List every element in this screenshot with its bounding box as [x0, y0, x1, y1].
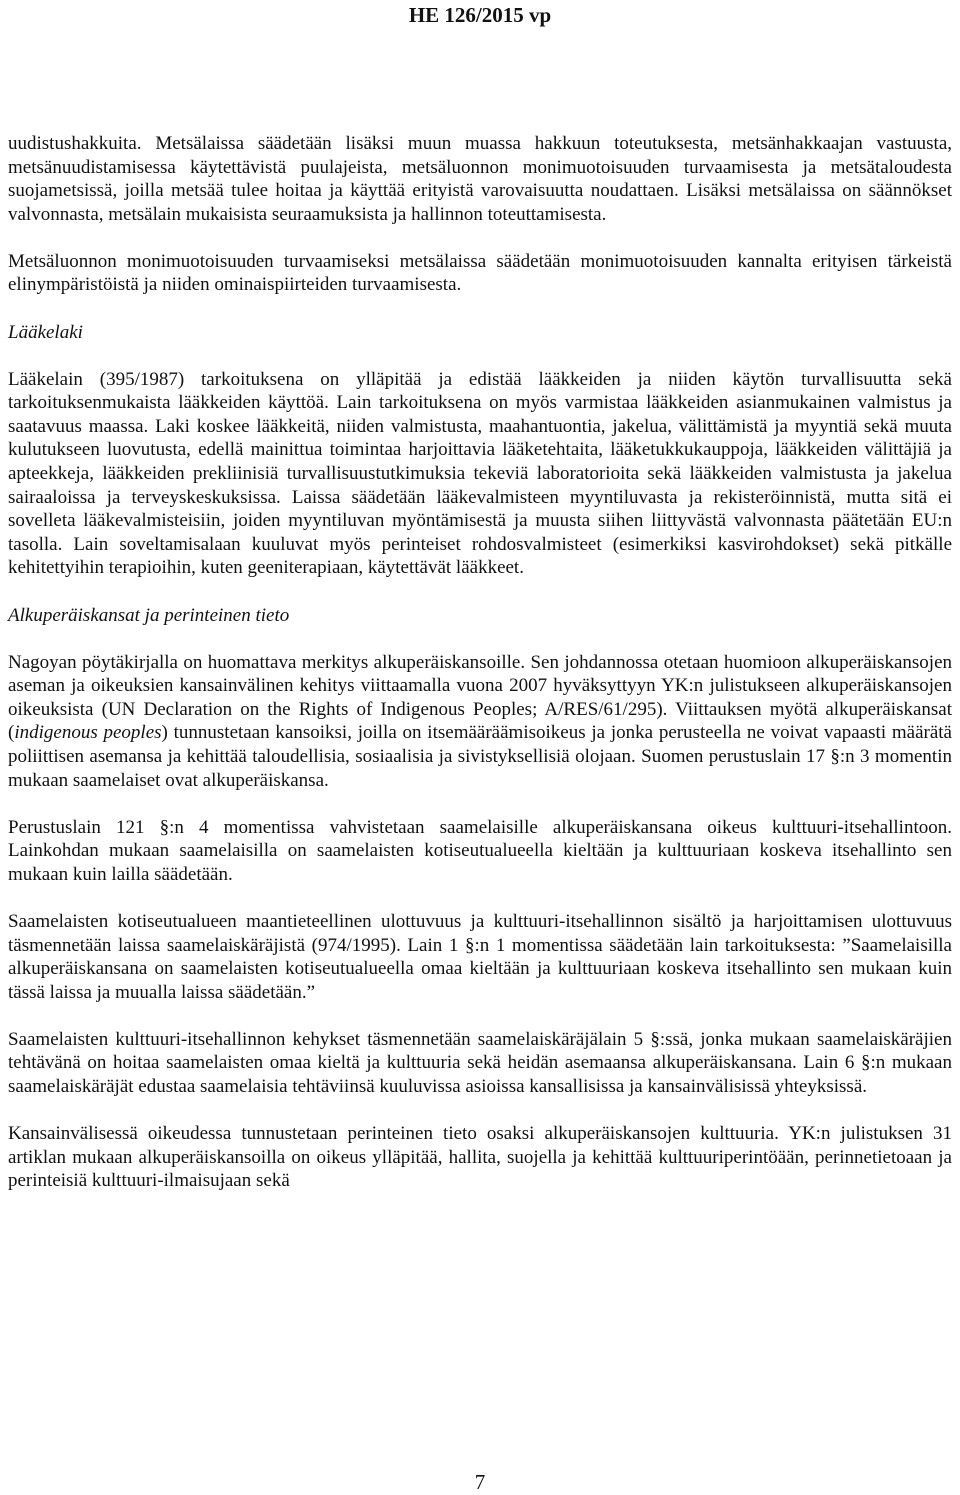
paragraph-international-law: Kansainvälisessä oikeudessa tunnustetaan perinteinen tieto osaksi alkuperäiskansojen kulttuuria. YK:n julistuksen 31 artiklan mukaan alkuperäiskansoilla on oikeus ylläpitää, hallita, suojella ja kehittää kulttuuriperintöään, perinnetietoaan ja perinteisiä kulttuuri-ilmaisujaan sekä	[8, 1123, 952, 1192]
paragraph-nagoya-italic-term: indigenous peoples	[14, 722, 162, 744]
document-header: HE 126/2015 vp	[408, 3, 552, 27]
paragraph-sami-parliament-act: Saamelaisten kotiseutualueen maantieteellinen ulottuvuus ja kulttuuri-itsehallinnon sisältö ja harjoittamisen ulottuvuus täsmennetään laissa saamelaiskäräjistä (974/1995). Lain 1 §:n 1 momentissa säädetään lain tarkoituksesta: ”Saamelaisilla alkuperäiskansana on saamelaisten kotiseutualueella omaa kieltään ja kulttuuriaan koskeva itsehallinto sen mukaan kuin tässä laissa ja muualla laissa säädetään.”	[8, 910, 952, 1003]
section-heading-indigenous-knowledge: Alkuperäiskansat ja perinteinen tieto	[8, 604, 290, 626]
paragraph-nagoya-text-after: ) tunnustetaan kansoiksi, joilla on itsemääräämisoikeus ja jonka perusteella ne voivat vapaasti määrätä poliittisen asemansa ja kehittää taloudellisia, sosiaalisia ja sivistyksellisiä olojaan. Suomen perustuslain 17 §:n 3 momentin mukaan saamelaiset ovat alkuperäiskansa.	[8, 722, 952, 791]
paragraph-medicines-act: Lääkelain (395/1987) tarkoituksena on ylläpitää ja edistää lääkkeiden ja niiden käytön turvallisuutta sekä tarkoituksenmukaista lääkkeiden käyttöä. Lain tarkoituksena on myös varmistaa lääkkeiden asianmukainen valmistus ja saatavuus maassa. Laki koskee lääkkeitä, niiden valmistusta, maahantuontia, jakelua, välittämistä ja myyntiä sekä muuta kulutukseen luovutusta, edellä mainittua toimintaa harjoittavia lääketehtaita, lääketukkukauppoja, lääkkeiden välittäjiä ja apteekkeja, lääkkeiden prekliinisiä turvallisuustutkimuksia tekeviä laboratorioita sekä lääkkeiden valmistusta ja jakelua sairaaloissa ja terveyskeskuksissa. Laissa säädetään lääkevalmisteen myyntiluvasta ja rekisteröinnistä, mutta sitä ei sovelleta lääkevalmisteisiin, joiden myyntiluvan myöntämisestä ja muusta siihen liittyvästä valvonnasta päätetään EU:n tasolla. Lain soveltamisalaan kuuluvat myös perinteiset rohdosvalmisteet (esimerkiksi kasvirohdokset) sekä pitkälle kehitettyihin terapioihin, kuten geeniterapiaan, käytettävät lääkkeet.	[8, 368, 952, 579]
page-number: 7	[474, 1470, 486, 1494]
paragraph-sami-self-government: Saamelaisten kulttuuri-itsehallinnon kehykset täsmennetään saamelaiskäräjälain 5 §:ssä, jonka mukaan saamelaiskäräjien tehtävänä on hoitaa saamelaisten omaa kieltä ja kulttuuria sekä heidän asemaansa alkuperäiskansana. Lain 6 §:n mukaan saamelaiskäräjät edustaa saamelaisia tehtäviinsä kuuluvissa asioissa kansallisissa ja kansainvälisissä yhteyksissä.	[8, 1028, 952, 1097]
paragraph-biodiversity: Metsäluonnon monimuotoisuuden turvaamiseksi metsälaissa säädetään monimuotoisuuden kannalta erityisen tärkeistä elinympäristöistä ja niiden ominaispiirteiden turvaamisesta.	[8, 250, 952, 296]
paragraph-forestry-act: uudistushakkuita. Metsälaissa säädetään lisäksi muun muassa hakkuun toteutuksesta, metsänhakkaajan vastuusta, metsänuudistamisessa käytettävistä puulajeista, metsäluonnon monimuotoisuuden turvaamisesta ja metsätaloudesta suojametsissä, joilla metsää tulee hoitaa ja käyttää erityistä varovaisuutta noudattaen. Lisäksi metsälaissa on säännökset valvonnasta, metsälain mukaisista seuraamuksista ja hallinnon toteuttamisesta.	[8, 133, 952, 225]
paragraph-constitution-121: Perustuslain 121 §:n 4 momentissa vahvistetaan saamelaisille alkuperäiskansana oikeus kulttuuri-itsehallintoon. Lainkohdan mukaan saamelaisilla on saamelaisten kotiseutualueella kieltään ja kulttuuriaan koskeva itsehallinto sen mukaan kuin lailla säädetään.	[8, 816, 952, 885]
paragraph-nagoya-text-before: Nagoyan pöytäkirjalla on huomattava merkitys alkuperäiskansoille. Sen johdannossa otetaan huomioon alkuperäiskansojen aseman ja oikeuksien kansainvälinen kehitys viittaamalla vuona 2007 hyväksyttyyn YK:n julistukseen alkuperäiskansojen oikeuksista (UN Declaration on the Rights of Indigenous Peoples; A/RES/61/295). Viittauksen myötä alkuperäiskansat (	[8, 651, 952, 744]
document-body	[8, 132, 952, 1216]
paragraph-nagoya-protocol	[8, 651, 952, 793]
section-heading-medicines-act: Lääkelaki	[8, 321, 83, 343]
